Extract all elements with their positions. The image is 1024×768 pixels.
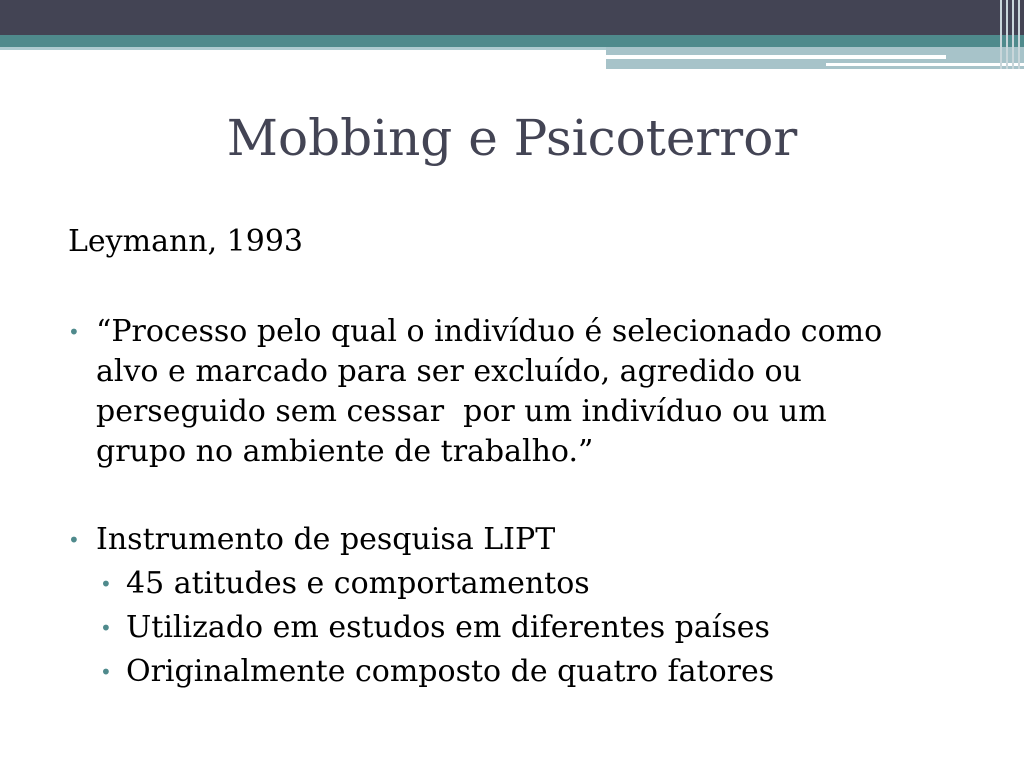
instrument-text: Instrumento de pesquisa LIPT xyxy=(96,522,556,557)
bullet-icon: • xyxy=(68,320,80,344)
sub-bullet xyxy=(68,608,968,648)
bullet-icon: • xyxy=(68,528,80,552)
header-stripes xyxy=(996,0,1024,69)
quote-line: alvo e marcado para ser excluído, agredido ou xyxy=(96,354,802,389)
sub-bullet-text: Utilizado em estudos em diferentes países xyxy=(126,610,770,645)
header-band-teal xyxy=(0,35,1024,47)
quote-line: grupo no ambiente de trabalho.” xyxy=(96,434,594,469)
citation: Leymann, 1993 xyxy=(68,224,304,259)
header-accent-line xyxy=(606,55,946,59)
sub-bullet xyxy=(68,564,968,604)
header-accent-line-short xyxy=(826,63,1024,66)
sub-bullet xyxy=(68,652,968,692)
bullet-icon: • xyxy=(100,660,112,684)
instrument-bullet xyxy=(68,520,968,560)
header-stripe xyxy=(1012,0,1014,69)
sub-bullet-text: 45 atitudes e comportamentos xyxy=(126,566,590,601)
header-stripe xyxy=(1006,0,1008,69)
bullet-list xyxy=(68,312,968,692)
header-stripe xyxy=(1000,0,1002,69)
bullet-icon: • xyxy=(100,572,112,596)
slide-title: Mobbing e Psicoterror xyxy=(226,109,798,167)
quote-line: perseguido sem cessar por um indivíduo ou um xyxy=(96,394,827,429)
slide-body xyxy=(68,222,968,692)
sub-bullet-text: Originalmente composto de quatro fatores xyxy=(126,654,775,689)
header-stripe xyxy=(1018,0,1020,69)
quote-line: “Processo pelo qual o indivíduo é selecionado como xyxy=(96,314,883,349)
quote-bullet xyxy=(68,312,968,472)
header-band-dark xyxy=(0,0,1024,35)
bullet-icon: • xyxy=(100,616,112,640)
